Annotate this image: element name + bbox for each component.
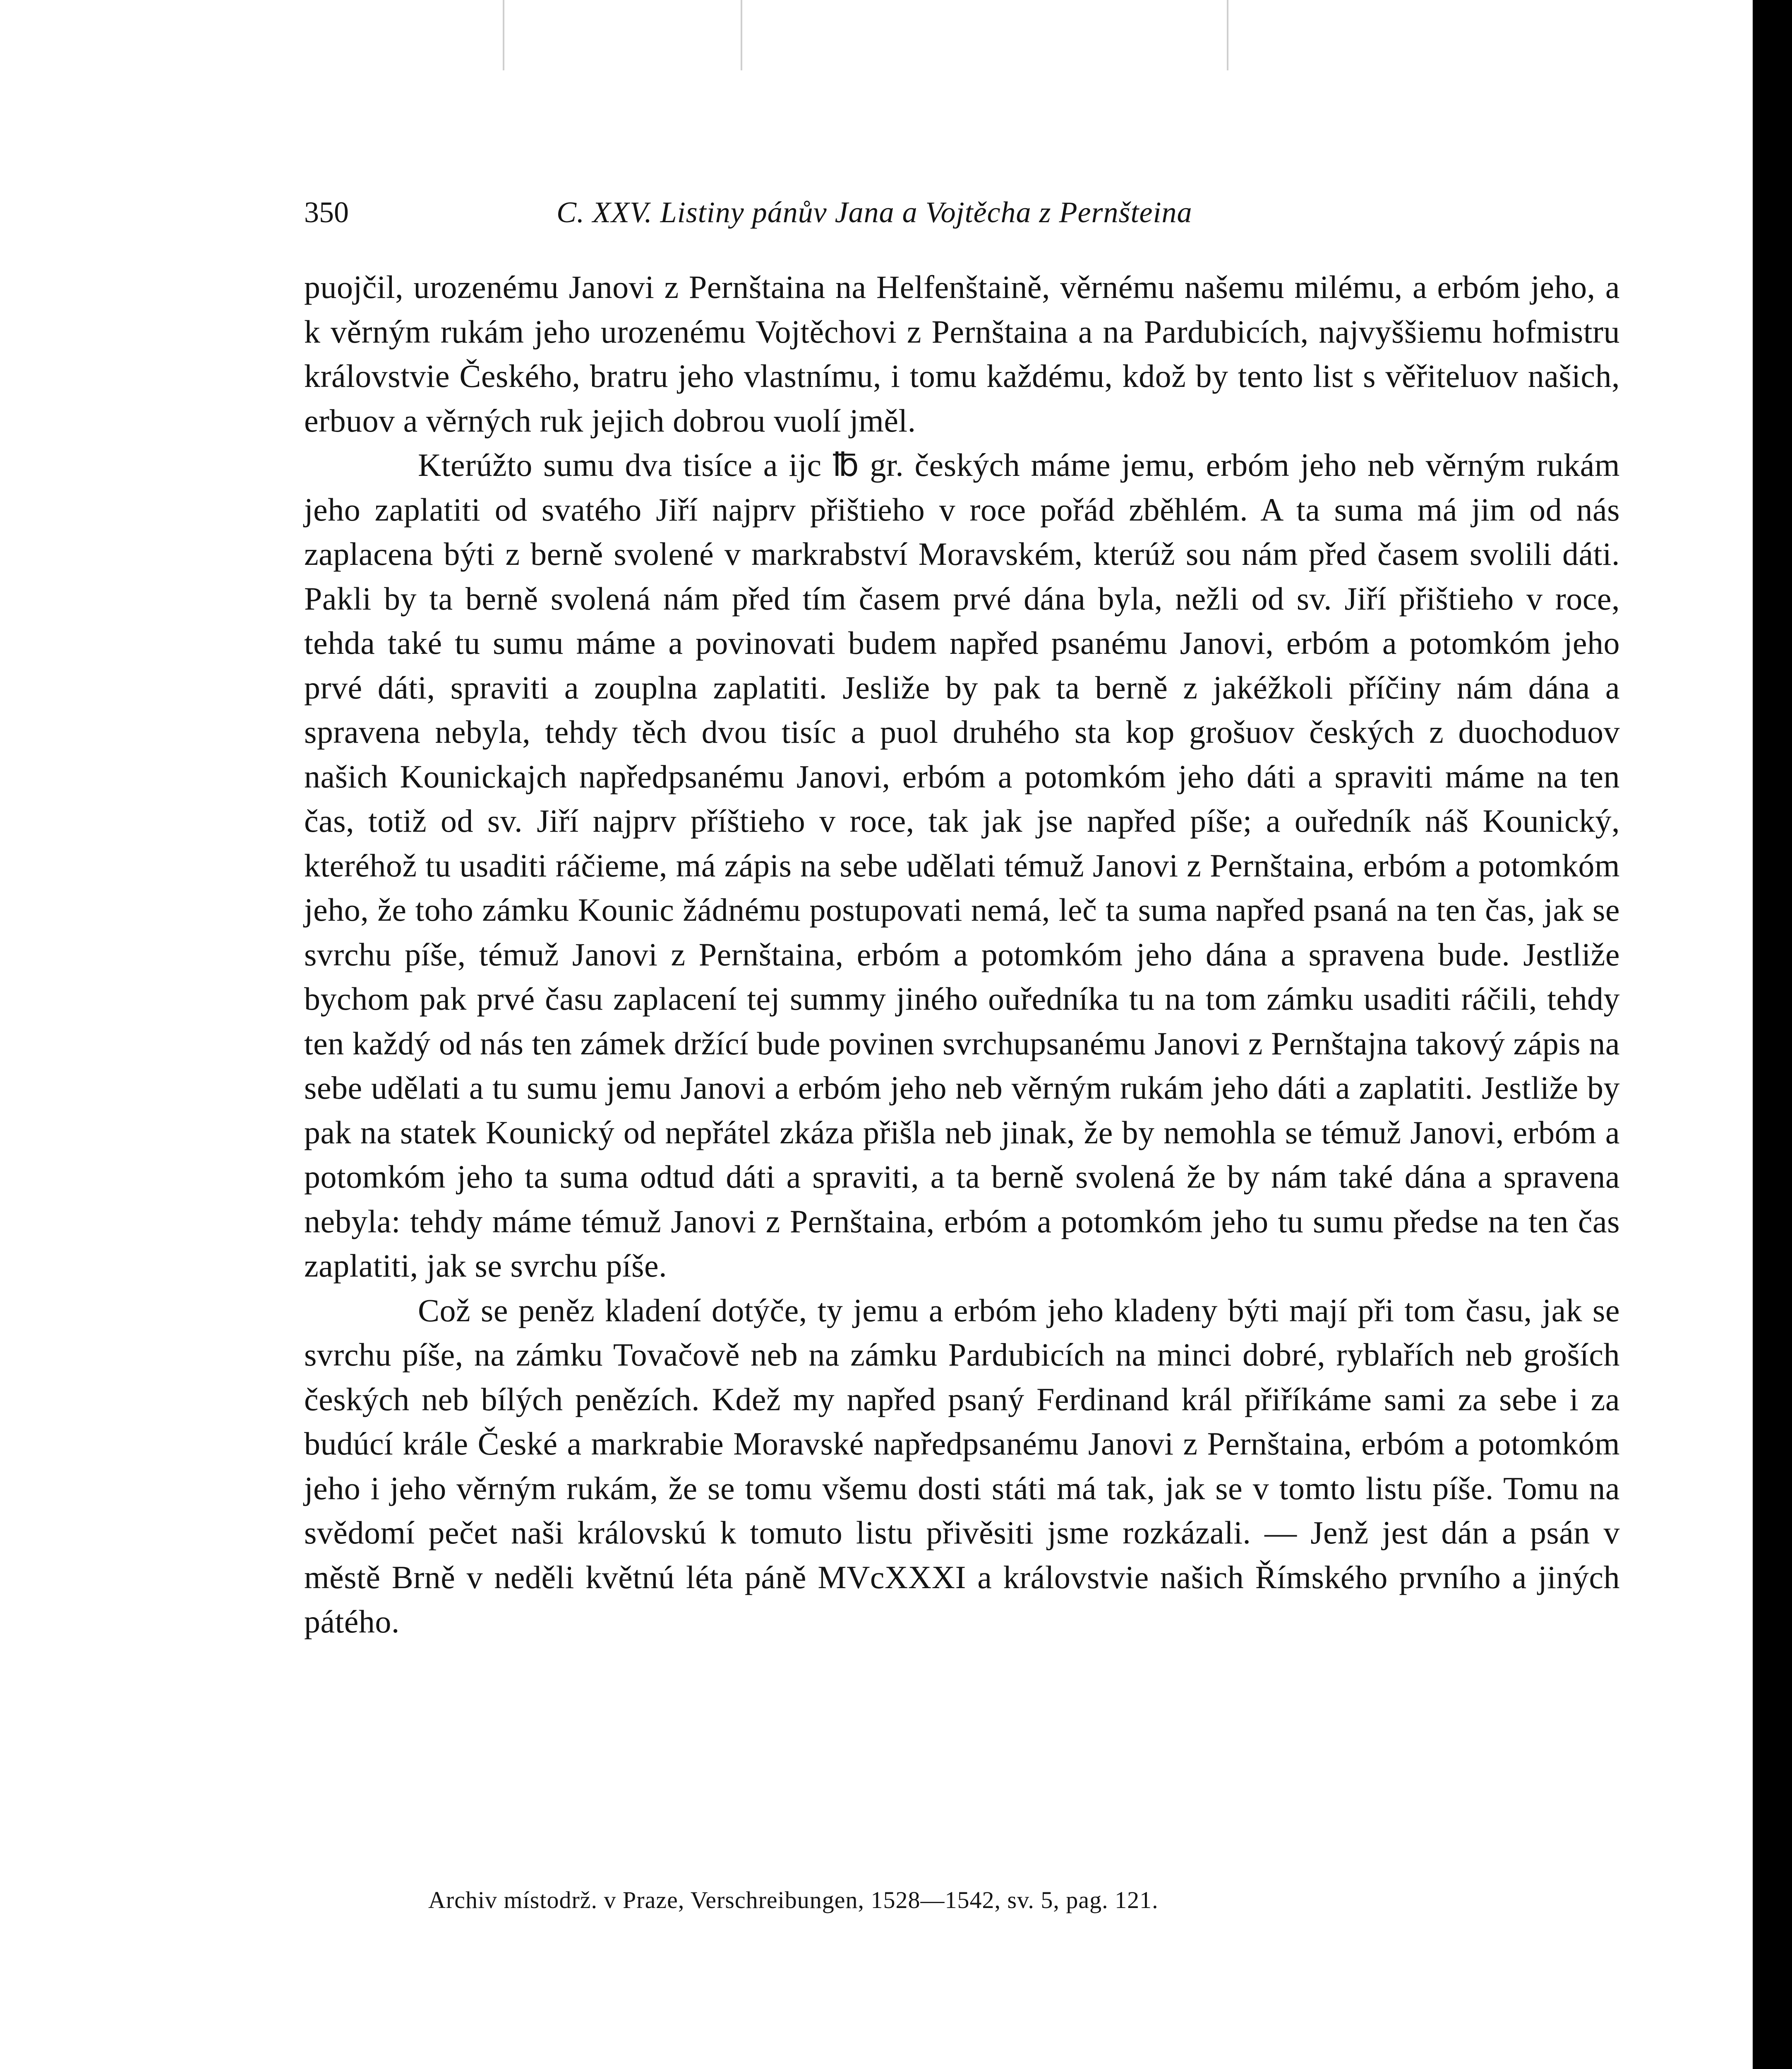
running-title: C. XXV. Listiny pánův Jana a Vojtěcha z Pernšteina: [557, 196, 1192, 229]
scan-edge-border: [1753, 0, 1792, 2069]
page-number: 350: [304, 196, 349, 229]
archive-source-note: Archiv místodrž. v Praze, Verschreibungen, 1528—1542, sv. 5, pag. 121.: [428, 1887, 1159, 1913]
paragraph-continuation: puojčil, urozenému Janovi z Pernštaina na Helfenštaině, věrnému našemu milému, a erbóm jeho, a k věrným rukám jeho urozenému Vojtěchovi z Pernštaina a na Pardubicích, najvyššiemu hofmistru královstvie Českého, bratru jeho vlastnímu, i tomu každému, kdož by tento list s věřiteluov našich, erbuov a věrných ruk jejich dobrou vuolí jměl.: [304, 269, 1620, 439]
scan-artifact-mark: [741, 0, 742, 70]
scan-artifact-mark: [1227, 0, 1228, 70]
paragraph-debt-terms: Kterúžto sumu dva tisíce a ijc ℔ gr. českých máme jemu, erbóm jeho neb věrným rukám jeho zaplatiti od svatého Jiří najprv přištieho v roce pořád zběhlém. A ta suma má jim od nás zaplacena býti z berně svolené v markrabství Moravském, kterúž sou nám před časem svolili dáti. Pakli by ta berně svolená nám před tím časem prvé dána byla, nežli od sv. Jiří přištieho v roce, tehda také tu sumu máme a povinovati budem napřed psanému Janovi, erbóm a potomkóm jeho prvé dáti, spraviti a zouplna zaplatiti. Jesliže by pak ta berně z jakéžkoli příčiny nám dána a spravena nebyla, tehdy těch dvou tisíc a puol druhého sta kop grošuov českých z duochoduov našich Kounickajch napředpsanému Janovi, erbóm a potomkóm jeho dáti a spraviti máme na ten čas, totiž od sv. Jiří najprv příštieho v roce, tak jak jse napřed píše; a ouředník náš Kounický, kteréhož tu usaditi ráčieme, má zápis na sebe udělati témuž Janovi z Pernštaina, erbóm a potomkóm jeho, že toho zámku Kounic žádnému postupovati nemá, leč ta suma napřed psaná na ten čas, jak se svrchu píše, témuž Janovi z Pernštaina, erbóm a potomkóm jeho dána a spravena bude. Jestliže bychom pak prvé času zaplacení tej summy jiného ouředníka tu na tom zámku usaditi ráčili, tehdy ten každý od nás ten zámek držící bude povinen svrchupsanému Janovi z Pernštajna takový zápis na sebe udělati a tu sumu jemu Janovi a erbóm jeho neb věrným rukám jeho dáti a zaplatiti. Jestliže by pak na statek Kounický od nepřátel zkáza přišla neb jinak, že by nemohla se témuž Janovi, erbóm a potomkóm jeho ta suma odtud dáti a spraviti, a ta berně svolená že by nám také dána a spravena nebyla: tehdy máme témuž Janovi z Pernštaina, erbóm a potomkóm jeho tu sumu předse na ten čas zaplatiti, jak se svrchu píše.: [304, 447, 1620, 1284]
paragraph-payment-closing: Což se peněz kladení dotýče, ty jemu a erbóm jeho kladeny býti mají při tom času, jak se svrchu píše, na zámku Tovačově neb na zámku Pardubicích na minci dobré, ryblařích neb groších českých neb bílých penězích. Kdež my napřed psaný Ferdinand král přiříkáme sami za sebe i za budúcí krále České a markrabie Moravské napředpsanému Janovi z Pernštaina, erbóm a potomkóm jeho i jeho věrným rukám, že se tomu všemu dosti státi má tak, jak se v tomto listu píše. Tomu na svědomí pečet naši královskú k tomuto listu přivěsiti jsme rozkázali. — Jenž jest dán a psán v městě Brně v neděli květnú léta páně MVcXXXI a královstvie našich Římského prvního a jiných pátého.: [304, 1292, 1620, 1639]
document-body: [304, 265, 1620, 1644]
scan-artifact-mark: [503, 0, 504, 70]
